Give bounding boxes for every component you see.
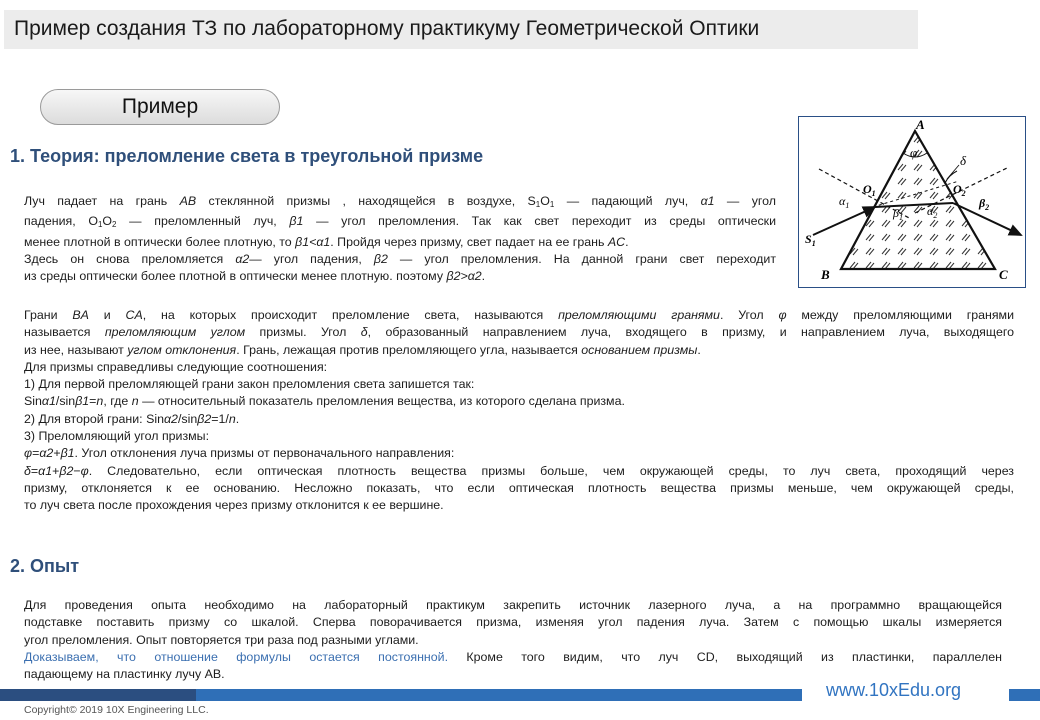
- label-beta1: $\beta_1$: [893, 206, 903, 222]
- formula-line: Sinα1/sinβ1=n, где n — относительный показатель преломления вещества, из которого сделана призма.: [24, 394, 625, 409]
- label-alpha1: $\alpha_1$: [839, 194, 850, 210]
- section-experiment-heading: 2. Опыт: [10, 556, 80, 576]
- label-beta2: $\beta_2$: [979, 196, 990, 212]
- prism-diagram-svg: [799, 117, 1025, 287]
- text-line: Здесь он снова преломляется α2— угол падения, β2 — угол преломления. На данной грани свет переходит: [24, 251, 777, 266]
- delta-pointer: [947, 165, 959, 179]
- label-a: A: [916, 117, 925, 132]
- text-line: то луч света после прохождения через призму отклонится к ее вершине.: [24, 498, 444, 513]
- example-badge: Пример: [40, 89, 280, 125]
- text-line: Для призмы справедливы следующие соотношения:: [24, 359, 328, 374]
- formula-line: φ=α2+β1. Угол отклонения луча призмы от первоначального направления:: [24, 446, 455, 461]
- text-line: называется преломляющим углом призмы. Угол δ, образованный направлением луча, входящего в призму, и направлением луча, выходящего: [24, 325, 1014, 340]
- text-line: Для проведения опыта необходимо на лабораторный практикум закрепить источник лазерного луча, а на программно вращающейся: [24, 598, 1002, 612]
- label-s1: $S_1$: [805, 232, 816, 248]
- text-line: Грани BA и CA, на которых происходит преломление света, называются преломляющими гранями. Угол φ между преломляющими гранями: [24, 308, 1014, 322]
- copyright-text: Copyright© 2019 10X Engineering LLC.: [24, 704, 209, 716]
- title-bar: [4, 10, 918, 49]
- page-title: Пример создания ТЗ по лабораторному практикуму Геометрической Оптики: [14, 17, 760, 40]
- label-o2: $O_2$: [953, 182, 966, 198]
- website-link[interactable]: www.10xEdu.org: [826, 680, 962, 700]
- footer-bar-light: [196, 689, 802, 701]
- label-alpha2: $\alpha_2$: [927, 204, 938, 220]
- text-line: подставке поставить призму со шкалой. Сперва поворачивается призма, изменяя угол падения луча. Затем с помощью шкалы измеряется: [24, 615, 1002, 630]
- text-line: из среды оптически более плотной в оптически менее плотную. поэтому β2>α2.: [24, 269, 486, 284]
- highlighted-statement: Доказываем, что отношение формулы остается постоянной.: [24, 649, 449, 664]
- label-o1: $O_1$: [863, 182, 876, 198]
- theory-intro-paragraph: [24, 193, 776, 285]
- text-line: Луч падает на грань AB стеклянной призмы , находящейся в воздухе, $S_1O_1$ — падающий луч, α1 — угол: [24, 194, 776, 209]
- footer-bar-dark: [0, 689, 196, 701]
- text-line: из нее, называют углом отклонения. Грань, лежащая против преломляющего угла, называется основанием призмы.: [24, 342, 701, 357]
- text-line: призму, отклоняется к ее основанию. Несложно показать, что если оптическая плотность вещества призмы меньше, чем окружающей среды,: [24, 480, 1014, 495]
- footer-bar-right: [1009, 689, 1040, 701]
- theory-main-paragraph: [24, 307, 1014, 515]
- text-line: 3) Преломляющий угол призмы:: [24, 429, 210, 444]
- text-line: 1) Для первой преломляющей грани закон преломления света запишется так:: [24, 377, 475, 392]
- prism-triangle: [841, 131, 995, 269]
- label-phi: φ: [910, 145, 918, 160]
- section-theory-heading: 1. Теория: преломление света в треугольной призме: [10, 146, 484, 166]
- formula-line: δ=α1+β2−φ. Следовательно, если оптическая плотность вещества призмы больше, чем окружающей среды, то луч света, проходящий через: [24, 463, 1014, 478]
- experiment-paragraph: [24, 597, 1002, 683]
- label-delta: δ: [960, 153, 967, 168]
- text-line: угол преломления. Опыт повторяется три раза под разными углами.: [24, 632, 419, 647]
- text-line: падения, $O_1O_2$ — преломленный луч, β1 — угол преломления. Так как свет переходит из среды оптически: [24, 214, 776, 230]
- label-b: B: [821, 267, 830, 282]
- text-line: падающему на пластинку лучу AB.: [24, 667, 225, 682]
- text-line: менее плотной в оптически более плотную, то β1<α1. Пройдя через призму, свет падает на ее грань AC.: [24, 234, 629, 249]
- formula-line: 2) Для второй грани: Sinα2/sinβ2=1/n.: [24, 411, 240, 426]
- label-c: C: [999, 267, 1008, 282]
- prism-diagram: [798, 116, 1026, 288]
- text-line: Доказываем, что отношение формулы остается постоянной. Кроме того видим, что луч CD, выходящий из пластинки, параллелен: [24, 649, 1002, 664]
